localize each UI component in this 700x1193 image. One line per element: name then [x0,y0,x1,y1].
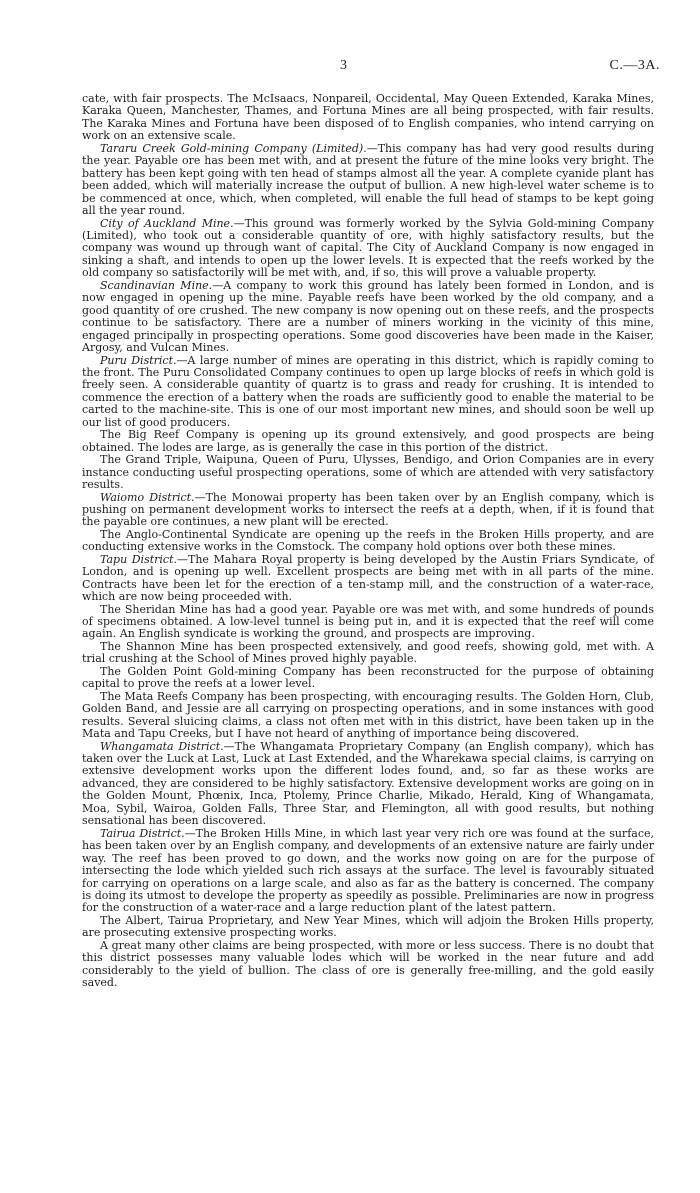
paragraph [82,915,654,940]
body-text [82,93,654,990]
paragraph [82,454,654,491]
paragraph [82,691,654,741]
paragraph-text: —The Mahara Royal property is being developed by the Austin Friars Syndicate, of London, and is opening up well. Excellent prospects are being met with in all parts of the mine. Contracts have been let for the erection of a ten-stamp mill, and the construction of a water-race, which are now being proceeded with. [82,552,655,604]
paragraph [82,554,654,604]
paragraph-text: The Albert, Tairua Proprietary, and New Year Mines, which will adjoin the Broken Hills property, are prosecuting extensive prospecting works. [82,913,654,940]
paragraph [82,741,654,828]
paragraph-text: —The Monowai property has been taken over by an English company, which is pushing on permanent development works to intersect the reefs at a depth, when, if it is found that the payable ore continues, a new plant will be erected. [82,490,654,529]
section-heading: Tapu District. [100,552,177,566]
paragraph [82,641,654,666]
paragraph [82,429,654,454]
paragraph [82,492,654,529]
paragraph [82,218,654,280]
paragraph-text: The Golden Point Gold-mining Company has been reconstructed for the purpose of obtaining capital to prove the reefs at a lower level. [82,664,654,691]
section-heading: Tairua District. [100,826,185,840]
paragraph-text: The Grand Triple, Waipuna, Queen of Puru, Ulysses, Bendigo, and Orion Companies are in every instance conducting useful prospecting operations, some of which are attended with very satisfactory results. [82,453,654,492]
paragraph-text: —A company to work this ground has lately been formed in London, and is now engaged in opening up the mine. Payable reefs have been worked by the old company, and a good quantity of ore crushed. The new company is now opening out on these reefs, and the prospects continue to be satisfactory. There are a number of miners working in the vicinity of this mine, engaged principally in prospecting operations. Some good discoveries have been made in the Kaiser, Argosy, and Vulcan Mines. [82,278,654,355]
paragraph-text: The Anglo-Continental Syndicate are opening up the reefs in the Broken Hills property, and are conducting extensive works in the Comstock. The company hold options over both these mines. [82,527,654,554]
paragraph [82,529,654,554]
paragraph-text: —The Whangamata Proprietary Company (an English company), which has taken over the Luck at Last, Luck at Last Extended, and the Wharekawa special claims, is carrying on extensive development works upon the different lodes found, and, so far as these works are advanced, they are considered to be highly satisfactory. Extensive development works are going on in the Golden Mount, Phœnix, Inca, Ptolemy, Prince Charlie, Mikado, Herald, King of Whangamata, Moa, Sybil, Wairoa, Golden Falls, Three Star, and Flemington, all with good results, but nothing sensational has been discovered. [82,739,654,828]
section-heading: City of Auckland Mine. [100,216,234,230]
paragraph [82,828,654,915]
paragraph-text: —The Broken Hills Mine, in which last year very rich ore was found at the surface, has been taken over by an English company, and developments of an extensive nature are fairly under way. The reef has been proved to go down, and the works now going on are for the purpose of intersecting the lode which yielded such rich assays at the surface. The level is favourably situated for carrying on operations on a large scale, and also as far as the battery is concerned. The company is doing its utmost to develope the property as speedily as possible. Preliminaries are now in progress for the construction of a water-race and a large reduction plant of the latest pattern. [82,826,654,915]
paragraph [82,143,654,218]
section-heading: Scandinavian Mine. [100,278,213,292]
document-reference: C.—3A. [609,58,660,73]
section-heading: Waiomo District. [100,490,195,504]
paragraph [82,280,654,355]
paragraph [82,666,654,691]
paragraph-text: —This company has had very good results during the year. Payable ore has been met with, and at present the future of the mine looks very bright. The battery has been kept going with ten head of stamps almost all the year. A complete cyanide plant has been added, which will materially increase the output of bullion. A new high-level water scheme is to be commenced at once, which, when completed, will enable the full head of stamps to be kept going all the year round. [82,141,654,218]
paragraph-text: The Mata Reefs Company has been prospecting, with encouraging results. The Golden Horn, Club, Golden Band, and Jessie are all carrying on prospecting operations, and in some instances with good results. Several sluicing claims, a class not often met with in this district, have been taken up in the Mata and Tapu Creeks, but I have not heard of anything of importance being discovered. [82,689,654,741]
paragraph [82,355,654,430]
paragraph [82,940,654,990]
paragraph-text: cate, with fair prospects. The McIsaacs, Nonpareil, Occidental, May Queen Extended, Karaka Mines, Karaka Queen, Manchester, Thames, and Fortuna Mines are all being prospected, with fair results. The Karaka Mines and Fortuna have been disposed of to English companies, who intend carrying on work on an extensive scale. [82,92,654,143]
paragraph-text: The Shannon Mine has been prospected extensively, and good reefs, showing gold, met with. A trial crushing at the School of Mines proved highly payable. [82,639,654,666]
section-heading: Puru District. [100,353,177,367]
paragraph-text: —A large number of mines are operating in this district, which is rapidly coming to the front. The Puru Consolidated Company continues to open up large blocks of reefs in which gold is freely seen. A considerable quantity of quartz is to grass and ready for crushing. It is intended to commence the erection of a battery when the roads are sufficiently good to enable the material to be carted to the machine-site. This is one of our most important new mines, and should soon be well up our list of good producers. [82,353,654,429]
paragraph-text: The Big Reef Company is opening up its ground extensively, and good prospects are being obtained. The lodes are large, as is generally the case in this portion of the district. [82,428,654,454]
page-header [0,58,700,78]
section-heading: Tararu Creek Gold-mining Company (Limited). [100,141,367,155]
paragraph [82,604,654,641]
page-number: 3 [340,58,347,73]
section-heading: Whangamata District. [100,739,224,753]
paragraph-text: The Sheridan Mine has had a good year. Payable ore was met with, and some hundreds of pounds of specimens obtained. A low-level tunnel is being put in, and it is expected that the reef will come again. An English syndicate is working the ground, and prospects are improving. [82,602,654,641]
paragraph-text: —This ground was formerly worked by the Sylvia Gold-mining Company (Limited), who took out a considerable quantity of ore, with highly satisfactory results, but the company was wound up through want of capital. The City of Auckland Company is now engaged in sinking a shaft, and intends to open up the lower levels. It is expected that the reefs worked by the old company so satisfactorily will be met with, and, if so, this will prove a valuable property. [82,216,655,280]
paragraph-text: A great many other claims are being prospected, with more or less success. There is no doubt that this district possesses many valuable lodes which will be worked in the near future and add considerably to the yield of bullion. The class of ore is generally free-milling, and the gold easily saved. [82,938,654,990]
paragraph [82,93,654,143]
